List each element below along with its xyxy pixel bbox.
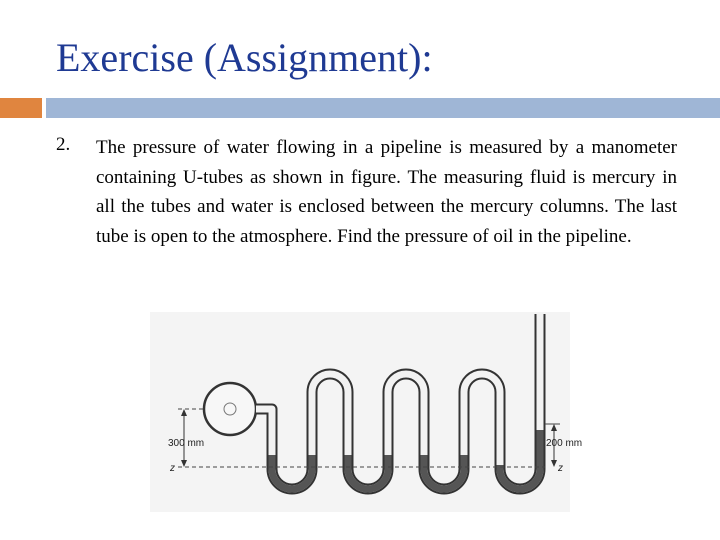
header-bar [46, 98, 720, 118]
item-number: 2. [56, 134, 71, 155]
right-dimension-label: 200 mm [546, 438, 583, 449]
problem-text: The pressure of water flowing in a pipeline is measured by a manometer containing U-tubes as shown in figure. The measuring fluid is mercury in all the tubes and water is enclosed between the mercury columns. The last tube is open to the atmosphere. Find the pressure of oil in the pipeline. [96, 137, 677, 247]
left-dimension-label: 300 mm [168, 438, 205, 449]
manometer-figure [150, 312, 583, 512]
slide-title: Exercise (Assignment): [56, 35, 433, 80]
accent-bar [0, 98, 42, 118]
manometer-diagram [150, 312, 583, 512]
left-z-label: z [170, 463, 175, 474]
pipeline-circle [204, 383, 256, 435]
right-z-label: z [558, 463, 563, 474]
